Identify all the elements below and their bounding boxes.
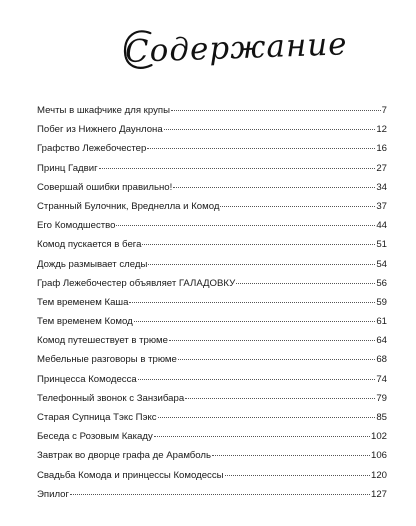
page-title-text: Содержание bbox=[124, 26, 349, 70]
toc-dot-leader bbox=[225, 475, 370, 476]
toc-entry-title: Эпилог bbox=[37, 488, 69, 500]
toc-entry bbox=[37, 120, 387, 139]
toc-entry bbox=[37, 389, 387, 408]
toc-entry bbox=[37, 350, 387, 369]
toc-entry-page-number: 34 bbox=[376, 181, 387, 193]
toc-dot-leader bbox=[148, 264, 375, 265]
toc-entry-title: Побег из Нижнего Даунлона bbox=[37, 124, 163, 136]
toc-dot-leader bbox=[147, 148, 375, 149]
toc-entry-page-number: 74 bbox=[376, 373, 387, 385]
toc-entry-title: Принц Гадвиг bbox=[37, 162, 98, 174]
toc-entry-page-number: 16 bbox=[376, 143, 387, 155]
toc-entry bbox=[37, 255, 387, 274]
toc-entry bbox=[37, 331, 387, 350]
toc-dot-leader bbox=[178, 359, 375, 360]
toc-entry bbox=[37, 274, 387, 293]
toc-entry bbox=[37, 159, 387, 178]
toc-entry bbox=[37, 312, 387, 331]
toc-entry-page-number: 127 bbox=[370, 488, 387, 500]
toc-entry-title: Тем временем Каша bbox=[37, 296, 129, 308]
toc-entry-title: Завтрак во дворце графа де Арамболь bbox=[37, 450, 212, 462]
toc-entry-page-number: 106 bbox=[370, 450, 387, 462]
toc-entry-title: Телефонный звонок с Занзибара bbox=[37, 392, 185, 404]
toc-dot-leader bbox=[116, 225, 375, 226]
toc-entry-page-number: 79 bbox=[376, 392, 387, 404]
toc-entry-page-number: 102 bbox=[370, 431, 387, 443]
toc-dot-leader bbox=[220, 206, 375, 207]
toc-dot-leader bbox=[236, 283, 375, 284]
toc-dot-leader bbox=[99, 168, 376, 169]
title-flourish-icon bbox=[116, 21, 158, 82]
toc-dot-leader bbox=[134, 321, 376, 322]
toc-dot-leader bbox=[138, 379, 376, 380]
toc-entry bbox=[37, 293, 387, 312]
toc-entry-page-number: 61 bbox=[376, 316, 387, 328]
toc-entry-page-number: 64 bbox=[376, 335, 387, 347]
table-of-contents bbox=[37, 101, 387, 504]
toc-entry bbox=[37, 466, 387, 485]
toc-entry-page-number: 51 bbox=[376, 239, 387, 251]
toc-entry bbox=[37, 408, 387, 427]
toc-entry-title: Мебельные разговоры в трюме bbox=[37, 354, 177, 366]
toc-dot-leader bbox=[158, 417, 376, 418]
toc-entry-title: Свадьба Комода и принцессы Комодессы bbox=[37, 469, 224, 481]
page-title bbox=[124, 26, 348, 70]
toc-entry-page-number: 44 bbox=[376, 220, 387, 232]
toc-dot-leader bbox=[164, 129, 376, 130]
toc-entry-title: Совершай ошибки правильно! bbox=[37, 181, 173, 193]
toc-entry bbox=[37, 216, 387, 235]
toc-dot-leader bbox=[154, 436, 370, 437]
toc-entry-page-number: 27 bbox=[376, 162, 387, 174]
toc-entry-title: Тем временем Комод bbox=[37, 316, 133, 328]
toc-dot-leader bbox=[212, 455, 370, 456]
toc-entry bbox=[37, 446, 387, 465]
title-area bbox=[0, 28, 416, 108]
toc-entry-page-number: 56 bbox=[376, 277, 387, 289]
toc-entry bbox=[37, 197, 387, 216]
toc-dot-leader bbox=[129, 302, 375, 303]
toc-dot-leader bbox=[169, 340, 375, 341]
toc-entry-title: Странный Булочник, Вреднелла и Комод bbox=[37, 200, 220, 212]
toc-entry-title: Принцесса Комодесса bbox=[37, 373, 137, 385]
toc-entry bbox=[37, 427, 387, 446]
toc-dot-leader bbox=[70, 494, 370, 495]
toc-entry-title: Комод путешествует в трюме bbox=[37, 335, 168, 347]
toc-entry-page-number: 85 bbox=[376, 412, 387, 423]
toc-entry-page-number: 7 bbox=[381, 105, 387, 116]
toc-entry-title: Граф Лежебочестер объявляет ГАЛАДОВКУ bbox=[37, 277, 236, 289]
toc-entry-page-number: 68 bbox=[376, 354, 387, 366]
toc-entry-page-number: 59 bbox=[376, 296, 387, 308]
toc-dot-leader bbox=[185, 398, 375, 399]
toc-entry-title: Комод пускается в бега bbox=[37, 239, 142, 251]
toc-entry-page-number: 37 bbox=[376, 200, 387, 212]
toc-entry-title: Беседа с Розовым Какаду bbox=[37, 431, 153, 443]
toc-entry bbox=[37, 139, 387, 158]
toc-entry bbox=[37, 178, 387, 197]
toc-entry-page-number: 54 bbox=[376, 258, 387, 270]
toc-entry bbox=[37, 485, 387, 504]
toc-entry-title: Графство Лежебочестер bbox=[37, 143, 147, 155]
toc-entry-title: Старая Супница Тэкс Пэкс bbox=[37, 412, 157, 423]
toc-entry-title: Мечты в шкафчике для крупы bbox=[37, 105, 170, 116]
toc-entry-page-number: 120 bbox=[370, 469, 387, 481]
toc-entry-title: Его Комодшество bbox=[37, 220, 116, 232]
toc-dot-leader bbox=[171, 110, 381, 111]
toc-entry-page-number: 12 bbox=[376, 124, 387, 136]
toc-dot-leader bbox=[173, 187, 375, 188]
toc-dot-leader bbox=[142, 244, 375, 245]
toc-entry-title: Дождь размывает следы bbox=[37, 258, 148, 270]
toc-entry bbox=[37, 370, 387, 389]
toc-entry bbox=[37, 101, 387, 120]
toc-entry bbox=[37, 235, 387, 254]
